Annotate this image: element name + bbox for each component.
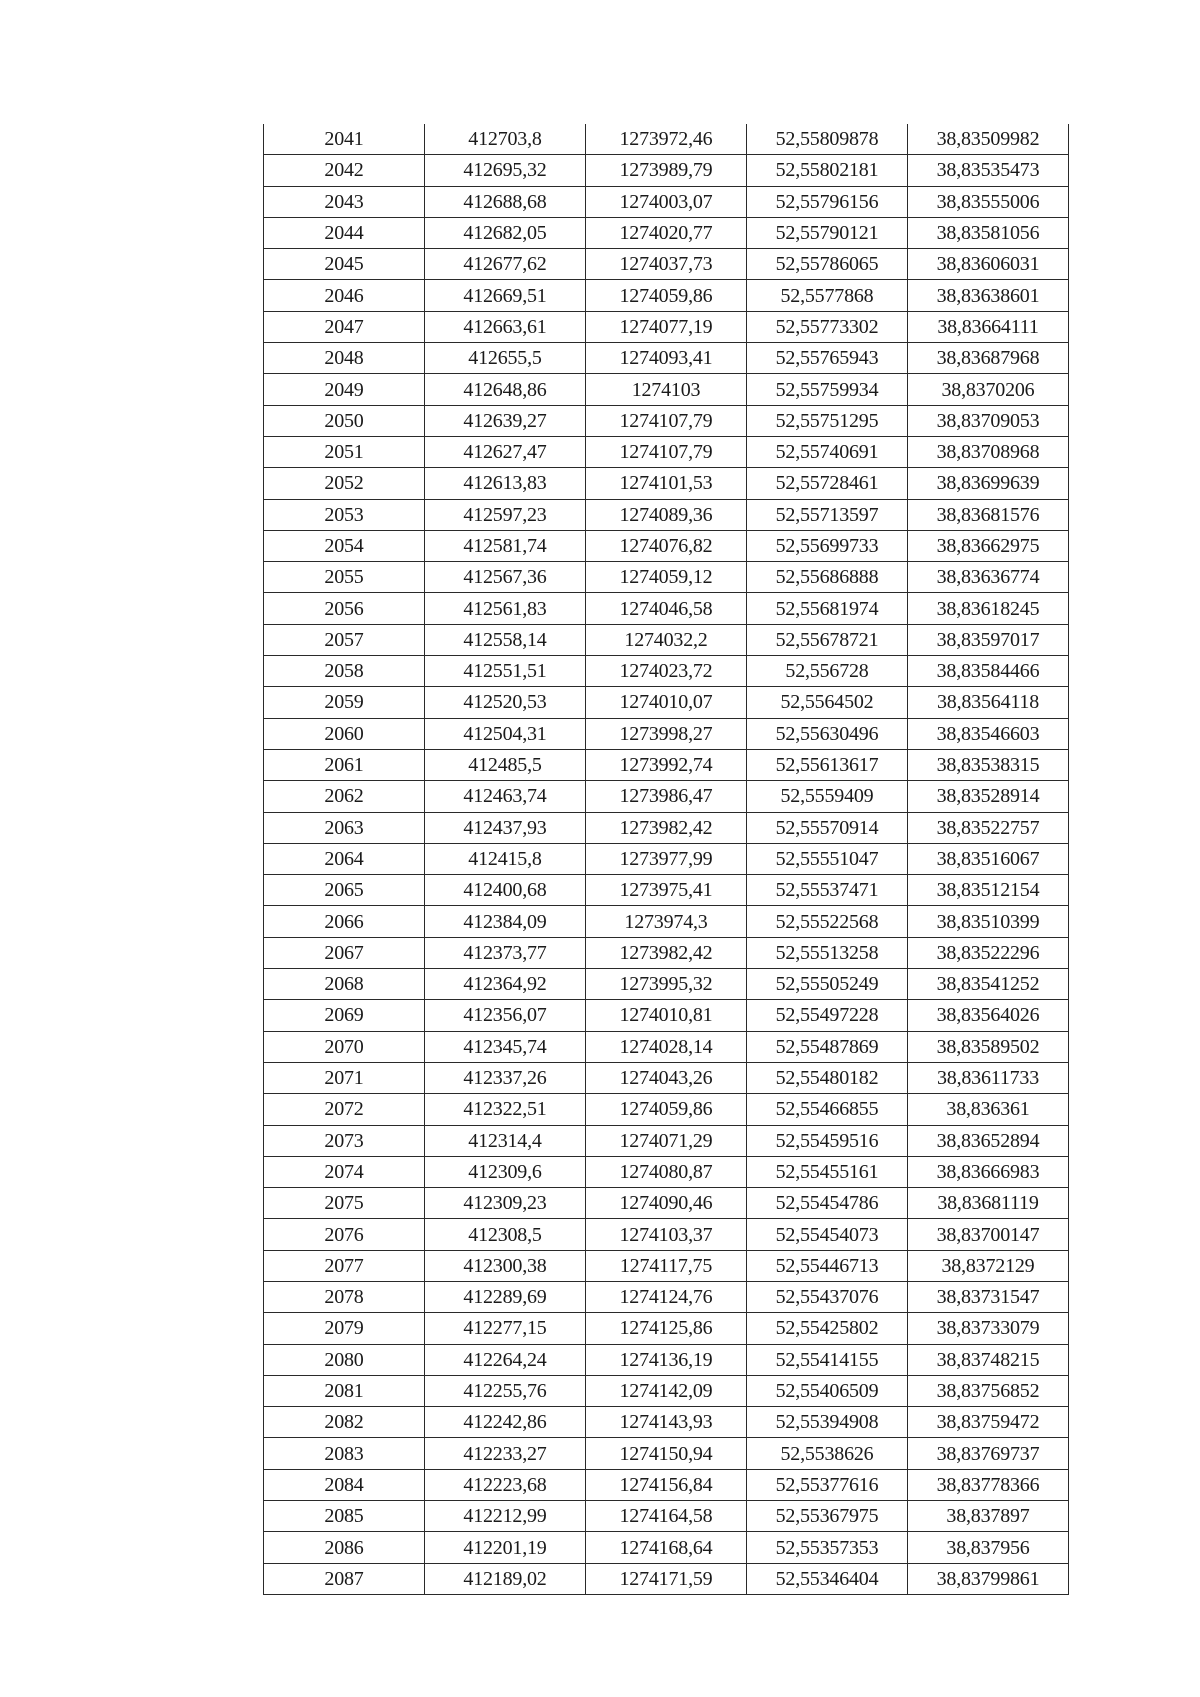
- x-coordinate-cell: 412688,68: [425, 186, 586, 217]
- point-number-cell: 2054: [264, 530, 425, 561]
- x-coordinate-cell: 412682,05: [425, 217, 586, 248]
- y-coordinate-cell: 1274046,58: [586, 593, 747, 624]
- point-number-cell: 2057: [264, 624, 425, 655]
- point-number-cell: 2081: [264, 1375, 425, 1406]
- table-row: [264, 530, 1069, 561]
- point-number-cell: 2064: [264, 843, 425, 874]
- latitude-cell: 52,55377616: [747, 1469, 908, 1500]
- longitude-cell: 38,83581056: [908, 217, 1069, 248]
- x-coordinate-cell: 412463,74: [425, 781, 586, 812]
- table-row: [264, 1188, 1069, 1219]
- longitude-cell: 38,83778366: [908, 1469, 1069, 1500]
- longitude-cell: 38,83769737: [908, 1438, 1069, 1469]
- x-coordinate-cell: 412485,5: [425, 749, 586, 780]
- point-number-cell: 2086: [264, 1532, 425, 1563]
- table-row: [264, 1156, 1069, 1187]
- point-number-cell: 2085: [264, 1501, 425, 1532]
- point-number-cell: 2076: [264, 1219, 425, 1250]
- x-coordinate-cell: 412356,07: [425, 1000, 586, 1031]
- latitude-cell: 52,55551047: [747, 843, 908, 874]
- y-coordinate-cell: 1274059,86: [586, 1094, 747, 1125]
- latitude-cell: 52,55414155: [747, 1344, 908, 1375]
- point-number-cell: 2053: [264, 499, 425, 530]
- x-coordinate-cell: 412223,68: [425, 1469, 586, 1500]
- table-row: [264, 718, 1069, 749]
- point-number-cell: 2066: [264, 906, 425, 937]
- x-coordinate-cell: 412309,23: [425, 1188, 586, 1219]
- y-coordinate-cell: 1274142,09: [586, 1375, 747, 1406]
- table-row: [264, 875, 1069, 906]
- latitude-cell: 52,55455161: [747, 1156, 908, 1187]
- point-number-cell: 2042: [264, 155, 425, 186]
- longitude-cell: 38,83522296: [908, 937, 1069, 968]
- table-row: [264, 311, 1069, 342]
- y-coordinate-cell: 1273986,47: [586, 781, 747, 812]
- x-coordinate-cell: 412597,23: [425, 499, 586, 530]
- point-number-cell: 2073: [264, 1125, 425, 1156]
- table-row: [264, 155, 1069, 186]
- x-coordinate-cell: 412314,4: [425, 1125, 586, 1156]
- point-number-cell: 2055: [264, 562, 425, 593]
- latitude-cell: 52,55505249: [747, 969, 908, 1000]
- latitude-cell: 52,55487869: [747, 1031, 908, 1062]
- table-row: [264, 343, 1069, 374]
- y-coordinate-cell: 1274136,19: [586, 1344, 747, 1375]
- x-coordinate-cell: 412613,83: [425, 468, 586, 499]
- longitude-cell: 38,83564118: [908, 687, 1069, 718]
- y-coordinate-cell: 1274028,14: [586, 1031, 747, 1062]
- y-coordinate-cell: 1274089,36: [586, 499, 747, 530]
- point-number-cell: 2044: [264, 217, 425, 248]
- longitude-cell: 38,83687968: [908, 343, 1069, 374]
- latitude-cell: 52,55786065: [747, 249, 908, 280]
- table-row: [264, 217, 1069, 248]
- point-number-cell: 2056: [264, 593, 425, 624]
- x-coordinate-cell: 412337,26: [425, 1062, 586, 1093]
- latitude-cell: 52,55537471: [747, 875, 908, 906]
- longitude-cell: 38,83618245: [908, 593, 1069, 624]
- latitude-cell: 52,5559409: [747, 781, 908, 812]
- point-number-cell: 2060: [264, 718, 425, 749]
- x-coordinate-cell: 412308,5: [425, 1219, 586, 1250]
- y-coordinate-cell: 1274003,07: [586, 186, 747, 217]
- x-coordinate-cell: 412663,61: [425, 311, 586, 342]
- table-row: [264, 374, 1069, 405]
- x-coordinate-cell: 412695,32: [425, 155, 586, 186]
- table-row: [264, 1000, 1069, 1031]
- x-coordinate-cell: 412551,51: [425, 656, 586, 687]
- point-number-cell: 2047: [264, 311, 425, 342]
- x-coordinate-cell: 412655,5: [425, 343, 586, 374]
- y-coordinate-cell: 1274093,41: [586, 343, 747, 374]
- point-number-cell: 2072: [264, 1094, 425, 1125]
- longitude-cell: 38,837897: [908, 1501, 1069, 1532]
- y-coordinate-cell: 1274032,2: [586, 624, 747, 655]
- x-coordinate-cell: 412581,74: [425, 530, 586, 561]
- longitude-cell: 38,83509982: [908, 124, 1069, 155]
- y-coordinate-cell: 1274125,86: [586, 1313, 747, 1344]
- longitude-cell: 38,83662975: [908, 530, 1069, 561]
- longitude-cell: 38,83546603: [908, 718, 1069, 749]
- latitude-cell: 52,55466855: [747, 1094, 908, 1125]
- latitude-cell: 52,55459516: [747, 1125, 908, 1156]
- x-coordinate-cell: 412567,36: [425, 562, 586, 593]
- table-row: [264, 1125, 1069, 1156]
- longitude-cell: 38,83700147: [908, 1219, 1069, 1250]
- x-coordinate-cell: 412400,68: [425, 875, 586, 906]
- point-number-cell: 2045: [264, 249, 425, 280]
- y-coordinate-cell: 1274103,37: [586, 1219, 747, 1250]
- latitude-cell: 52,55346404: [747, 1563, 908, 1594]
- table-row: [264, 1250, 1069, 1281]
- longitude-cell: 38,83538315: [908, 749, 1069, 780]
- x-coordinate-cell: 412558,14: [425, 624, 586, 655]
- latitude-cell: 52,55480182: [747, 1062, 908, 1093]
- longitude-cell: 38,83733079: [908, 1313, 1069, 1344]
- table-row: [264, 280, 1069, 311]
- table-row: [264, 593, 1069, 624]
- x-coordinate-cell: 412233,27: [425, 1438, 586, 1469]
- longitude-cell: 38,83666983: [908, 1156, 1069, 1187]
- y-coordinate-cell: 1274164,58: [586, 1501, 747, 1532]
- point-number-cell: 2063: [264, 812, 425, 843]
- table-row: [264, 562, 1069, 593]
- point-number-cell: 2067: [264, 937, 425, 968]
- y-coordinate-cell: 1274143,93: [586, 1407, 747, 1438]
- y-coordinate-cell: 1274010,07: [586, 687, 747, 718]
- x-coordinate-cell: 412677,62: [425, 249, 586, 280]
- table-row: [264, 436, 1069, 467]
- latitude-cell: 52,55678721: [747, 624, 908, 655]
- table-row: [264, 1031, 1069, 1062]
- longitude-cell: 38,83756852: [908, 1375, 1069, 1406]
- x-coordinate-cell: 412189,02: [425, 1563, 586, 1594]
- y-coordinate-cell: 1274168,64: [586, 1532, 747, 1563]
- table-row: [264, 969, 1069, 1000]
- point-number-cell: 2058: [264, 656, 425, 687]
- x-coordinate-cell: 412437,93: [425, 812, 586, 843]
- table-row: [264, 1281, 1069, 1312]
- latitude-cell: 52,55454073: [747, 1219, 908, 1250]
- latitude-cell: 52,55802181: [747, 155, 908, 186]
- table-row: [264, 624, 1069, 655]
- coordinates-table: [263, 124, 1069, 1595]
- longitude-cell: 38,83799861: [908, 1563, 1069, 1594]
- x-coordinate-cell: 412201,19: [425, 1532, 586, 1563]
- x-coordinate-cell: 412264,24: [425, 1344, 586, 1375]
- y-coordinate-cell: 1274107,79: [586, 436, 747, 467]
- x-coordinate-cell: 412415,8: [425, 843, 586, 874]
- longitude-cell: 38,83681119: [908, 1188, 1069, 1219]
- latitude-cell: 52,55790121: [747, 217, 908, 248]
- table-row: [264, 1563, 1069, 1594]
- point-number-cell: 2049: [264, 374, 425, 405]
- y-coordinate-cell: 1273995,32: [586, 969, 747, 1000]
- longitude-cell: 38,83597017: [908, 624, 1069, 655]
- table-row: [264, 499, 1069, 530]
- y-coordinate-cell: 1273982,42: [586, 812, 747, 843]
- point-number-cell: 2050: [264, 405, 425, 436]
- latitude-cell: 52,55630496: [747, 718, 908, 749]
- latitude-cell: 52,5564502: [747, 687, 908, 718]
- point-number-cell: 2068: [264, 969, 425, 1000]
- table-row: [264, 124, 1069, 155]
- y-coordinate-cell: 1274071,29: [586, 1125, 747, 1156]
- longitude-cell: 38,83664111: [908, 311, 1069, 342]
- table-row: [264, 1094, 1069, 1125]
- x-coordinate-cell: 412289,69: [425, 1281, 586, 1312]
- table-row: [264, 656, 1069, 687]
- table-row: [264, 781, 1069, 812]
- longitude-cell: 38,83731547: [908, 1281, 1069, 1312]
- longitude-cell: 38,83528914: [908, 781, 1069, 812]
- longitude-cell: 38,836361: [908, 1094, 1069, 1125]
- longitude-cell: 38,83708968: [908, 436, 1069, 467]
- latitude-cell: 52,55773302: [747, 311, 908, 342]
- latitude-cell: 52,5577868: [747, 280, 908, 311]
- latitude-cell: 52,55513258: [747, 937, 908, 968]
- x-coordinate-cell: 412255,76: [425, 1375, 586, 1406]
- latitude-cell: 52,55367975: [747, 1501, 908, 1532]
- point-number-cell: 2052: [264, 468, 425, 499]
- longitude-cell: 38,83584466: [908, 656, 1069, 687]
- longitude-cell: 38,83699639: [908, 468, 1069, 499]
- table-row: [264, 812, 1069, 843]
- latitude-cell: 52,55765943: [747, 343, 908, 374]
- longitude-cell: 38,83564026: [908, 1000, 1069, 1031]
- longitude-cell: 38,83638601: [908, 280, 1069, 311]
- y-coordinate-cell: 1274101,53: [586, 468, 747, 499]
- x-coordinate-cell: 412627,47: [425, 436, 586, 467]
- y-coordinate-cell: 1274010,81: [586, 1000, 747, 1031]
- y-coordinate-cell: 1274156,84: [586, 1469, 747, 1500]
- y-coordinate-cell: 1273998,27: [586, 718, 747, 749]
- table-row: [264, 1532, 1069, 1563]
- table-row: [264, 1313, 1069, 1344]
- longitude-cell: 38,83522757: [908, 812, 1069, 843]
- y-coordinate-cell: 1274080,87: [586, 1156, 747, 1187]
- latitude-cell: 52,55394908: [747, 1407, 908, 1438]
- x-coordinate-cell: 412322,51: [425, 1094, 586, 1125]
- point-number-cell: 2051: [264, 436, 425, 467]
- longitude-cell: 38,83512154: [908, 875, 1069, 906]
- point-number-cell: 2043: [264, 186, 425, 217]
- point-number-cell: 2075: [264, 1188, 425, 1219]
- point-number-cell: 2079: [264, 1313, 425, 1344]
- table-row: [264, 1219, 1069, 1250]
- longitude-cell: 38,8370206: [908, 374, 1069, 405]
- point-number-cell: 2059: [264, 687, 425, 718]
- coordinates-table-body: [264, 124, 1069, 1594]
- y-coordinate-cell: 1273989,79: [586, 155, 747, 186]
- latitude-cell: 52,55357353: [747, 1532, 908, 1563]
- latitude-cell: 52,55570914: [747, 812, 908, 843]
- latitude-cell: 52,55751295: [747, 405, 908, 436]
- point-number-cell: 2048: [264, 343, 425, 374]
- longitude-cell: 38,83555006: [908, 186, 1069, 217]
- y-coordinate-cell: 1274059,86: [586, 280, 747, 311]
- table-row: [264, 906, 1069, 937]
- longitude-cell: 38,83516067: [908, 843, 1069, 874]
- y-coordinate-cell: 1274059,12: [586, 562, 747, 593]
- latitude-cell: 52,55699733: [747, 530, 908, 561]
- x-coordinate-cell: 412277,15: [425, 1313, 586, 1344]
- point-number-cell: 2041: [264, 124, 425, 155]
- y-coordinate-cell: 1274107,79: [586, 405, 747, 436]
- point-number-cell: 2078: [264, 1281, 425, 1312]
- x-coordinate-cell: 412242,86: [425, 1407, 586, 1438]
- longitude-cell: 38,83759472: [908, 1407, 1069, 1438]
- latitude-cell: 52,55713597: [747, 499, 908, 530]
- x-coordinate-cell: 412520,53: [425, 687, 586, 718]
- point-number-cell: 2082: [264, 1407, 425, 1438]
- point-number-cell: 2071: [264, 1062, 425, 1093]
- x-coordinate-cell: 412669,51: [425, 280, 586, 311]
- y-coordinate-cell: 1274043,26: [586, 1062, 747, 1093]
- latitude-cell: 52,55681974: [747, 593, 908, 624]
- table-row: [264, 1062, 1069, 1093]
- y-coordinate-cell: 1273992,74: [586, 749, 747, 780]
- y-coordinate-cell: 1274124,76: [586, 1281, 747, 1312]
- table-row: [264, 405, 1069, 436]
- latitude-cell: 52,55446713: [747, 1250, 908, 1281]
- longitude-cell: 38,83652894: [908, 1125, 1069, 1156]
- table-row: [264, 937, 1069, 968]
- table-row: [264, 843, 1069, 874]
- table-row: [264, 1344, 1069, 1375]
- latitude-cell: 52,55406509: [747, 1375, 908, 1406]
- y-coordinate-cell: 1273982,42: [586, 937, 747, 968]
- table-row: [264, 468, 1069, 499]
- latitude-cell: 52,55522568: [747, 906, 908, 937]
- x-coordinate-cell: 412504,31: [425, 718, 586, 749]
- x-coordinate-cell: 412561,83: [425, 593, 586, 624]
- point-number-cell: 2084: [264, 1469, 425, 1500]
- table-row: [264, 186, 1069, 217]
- point-number-cell: 2080: [264, 1344, 425, 1375]
- y-coordinate-cell: 1274077,19: [586, 311, 747, 342]
- latitude-cell: 52,55686888: [747, 562, 908, 593]
- latitude-cell: 52,55437076: [747, 1281, 908, 1312]
- table-row: [264, 1375, 1069, 1406]
- longitude-cell: 38,837956: [908, 1532, 1069, 1563]
- longitude-cell: 38,83510399: [908, 906, 1069, 937]
- latitude-cell: 52,55809878: [747, 124, 908, 155]
- longitude-cell: 38,8372129: [908, 1250, 1069, 1281]
- point-number-cell: 2065: [264, 875, 425, 906]
- y-coordinate-cell: 1274090,46: [586, 1188, 747, 1219]
- point-number-cell: 2070: [264, 1031, 425, 1062]
- y-coordinate-cell: 1274150,94: [586, 1438, 747, 1469]
- table-row: [264, 1407, 1069, 1438]
- y-coordinate-cell: 1273977,99: [586, 843, 747, 874]
- y-coordinate-cell: 1274020,77: [586, 217, 747, 248]
- table-row: [264, 249, 1069, 280]
- table-row: [264, 687, 1069, 718]
- longitude-cell: 38,83709053: [908, 405, 1069, 436]
- y-coordinate-cell: 1274037,73: [586, 249, 747, 280]
- x-coordinate-cell: 412309,6: [425, 1156, 586, 1187]
- latitude-cell: 52,55740691: [747, 436, 908, 467]
- x-coordinate-cell: 412703,8: [425, 124, 586, 155]
- y-coordinate-cell: 1273974,3: [586, 906, 747, 937]
- latitude-cell: 52,55613617: [747, 749, 908, 780]
- x-coordinate-cell: 412300,38: [425, 1250, 586, 1281]
- table-row: [264, 749, 1069, 780]
- table-row: [264, 1469, 1069, 1500]
- latitude-cell: 52,55759934: [747, 374, 908, 405]
- table-row: [264, 1501, 1069, 1532]
- point-number-cell: 2074: [264, 1156, 425, 1187]
- y-coordinate-cell: 1274103: [586, 374, 747, 405]
- y-coordinate-cell: 1273975,41: [586, 875, 747, 906]
- point-number-cell: 2083: [264, 1438, 425, 1469]
- longitude-cell: 38,83748215: [908, 1344, 1069, 1375]
- latitude-cell: 52,55796156: [747, 186, 908, 217]
- point-number-cell: 2069: [264, 1000, 425, 1031]
- longitude-cell: 38,83589502: [908, 1031, 1069, 1062]
- y-coordinate-cell: 1274023,72: [586, 656, 747, 687]
- longitude-cell: 38,83636774: [908, 562, 1069, 593]
- y-coordinate-cell: 1274171,59: [586, 1563, 747, 1594]
- longitude-cell: 38,83606031: [908, 249, 1069, 280]
- longitude-cell: 38,83681576: [908, 499, 1069, 530]
- latitude-cell: 52,556728: [747, 656, 908, 687]
- longitude-cell: 38,83535473: [908, 155, 1069, 186]
- longitude-cell: 38,83541252: [908, 969, 1069, 1000]
- y-coordinate-cell: 1274076,82: [586, 530, 747, 561]
- longitude-cell: 38,83611733: [908, 1062, 1069, 1093]
- point-number-cell: 2077: [264, 1250, 425, 1281]
- latitude-cell: 52,55425802: [747, 1313, 908, 1344]
- x-coordinate-cell: 412639,27: [425, 405, 586, 436]
- latitude-cell: 52,55728461: [747, 468, 908, 499]
- point-number-cell: 2061: [264, 749, 425, 780]
- y-coordinate-cell: 1273972,46: [586, 124, 747, 155]
- x-coordinate-cell: 412345,74: [425, 1031, 586, 1062]
- x-coordinate-cell: 412212,99: [425, 1501, 586, 1532]
- x-coordinate-cell: 412364,92: [425, 969, 586, 1000]
- latitude-cell: 52,55497228: [747, 1000, 908, 1031]
- x-coordinate-cell: 412648,86: [425, 374, 586, 405]
- latitude-cell: 52,5538626: [747, 1438, 908, 1469]
- point-number-cell: 2062: [264, 781, 425, 812]
- table-row: [264, 1438, 1069, 1469]
- point-number-cell: 2087: [264, 1563, 425, 1594]
- point-number-cell: 2046: [264, 280, 425, 311]
- x-coordinate-cell: 412373,77: [425, 937, 586, 968]
- x-coordinate-cell: 412384,09: [425, 906, 586, 937]
- latitude-cell: 52,55454786: [747, 1188, 908, 1219]
- y-coordinate-cell: 1274117,75: [586, 1250, 747, 1281]
